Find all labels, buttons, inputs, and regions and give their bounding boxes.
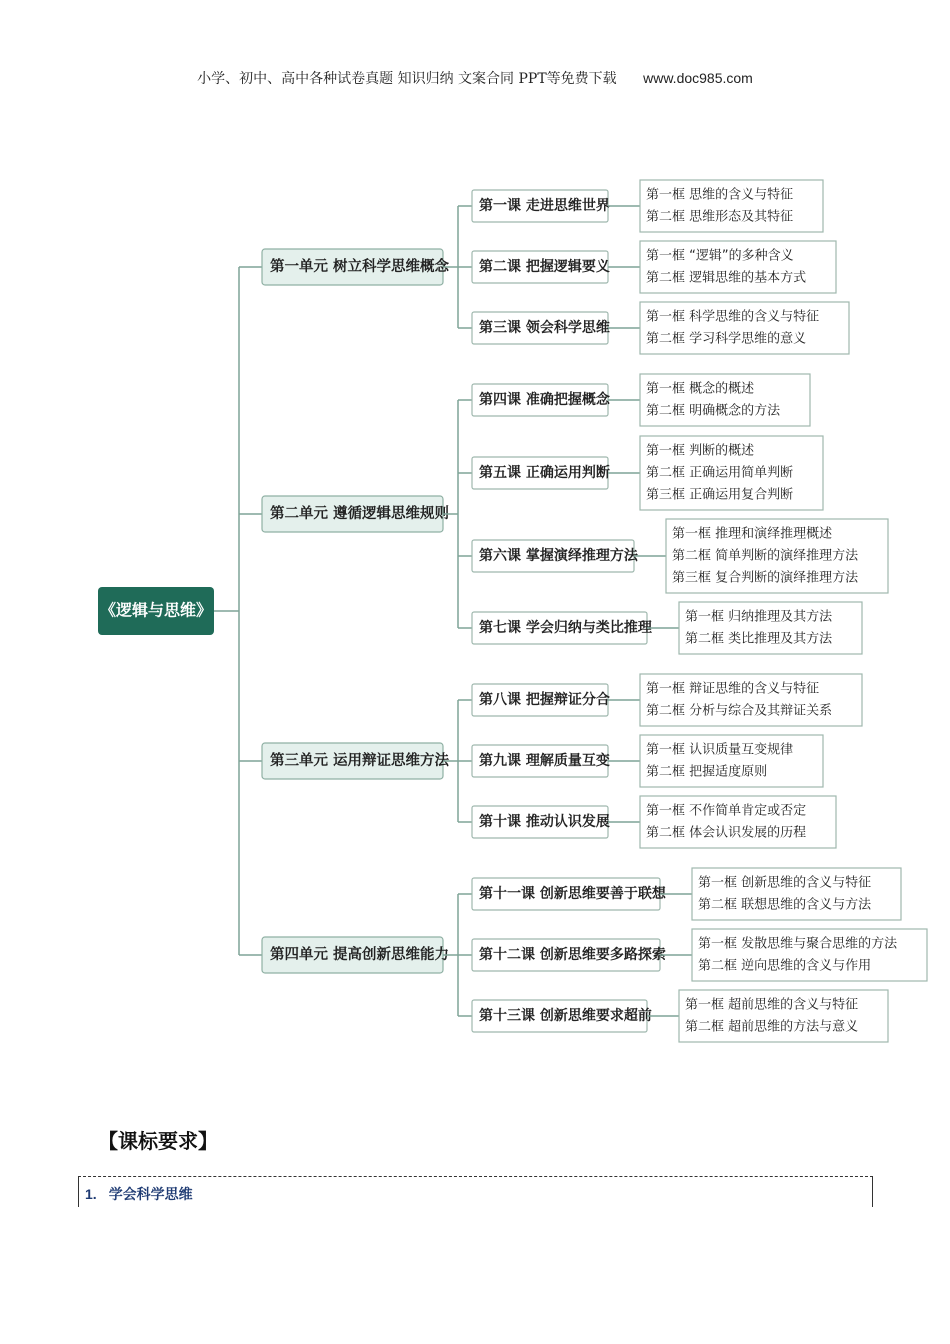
frame-label: 第二框 超前思维的方法与意义 xyxy=(685,1019,859,1035)
frame-label: 第一框 科学思维的含义与特征 xyxy=(646,309,820,325)
lesson-label: 第四课 准确把握概念 xyxy=(479,392,610,408)
requirement-box xyxy=(78,1176,873,1207)
requirement-number: 1. xyxy=(85,1186,97,1202)
lesson-label: 第十一课 创新思维要善于联想 xyxy=(479,886,666,902)
lesson-label: 第十二课 创新思维要多路探索 xyxy=(479,947,666,963)
lesson-label: 第一课 走进思维世界 xyxy=(479,198,610,214)
frame-label: 第一框 “逻辑”的多种含义 xyxy=(646,248,794,264)
frame-label: 第一框 发散思维与聚合思维的方法 xyxy=(698,936,898,952)
frame-label: 第二框 思维形态及其特征 xyxy=(646,209,794,225)
lesson-label: 第九课 理解质量互变 xyxy=(479,753,610,769)
frame-label: 第二框 学习科学思维的意义 xyxy=(646,331,807,347)
frame-label: 第二框 正确运用简单判断 xyxy=(646,465,794,481)
frame-label: 第一框 概念的概述 xyxy=(646,381,755,397)
lesson-label: 第三课 领会科学思维 xyxy=(479,320,610,336)
frame-label: 第二框 联想思维的含义与方法 xyxy=(698,897,872,913)
lesson-label: 第五课 正确运用判断 xyxy=(479,465,610,481)
frame-label: 第二框 逻辑思维的基本方式 xyxy=(646,270,807,286)
frame-label: 第二框 明确概念的方法 xyxy=(646,403,781,419)
frame-label: 第一框 超前思维的含义与特征 xyxy=(685,997,859,1013)
frame-label: 第一框 思维的含义与特征 xyxy=(646,187,794,203)
lesson-label: 第十三课 创新思维要求超前 xyxy=(479,1008,652,1024)
lesson-label: 第二课 把握逻辑要义 xyxy=(479,259,610,275)
unit-label: 第二单元 遵循逻辑思维规则 xyxy=(270,506,450,522)
frame-label: 第一框 认识质量互变规律 xyxy=(646,742,794,758)
requirement-item xyxy=(85,1184,193,1204)
frame-label: 第一框 不作简单肯定或否定 xyxy=(646,803,807,819)
frame-label: 第一框 创新思维的含义与特征 xyxy=(698,875,872,891)
frame-label: 第二框 类比推理及其方法 xyxy=(685,631,833,647)
frame-label: 第二框 体会认识发展的历程 xyxy=(646,825,807,841)
frame-label: 第一框 推理和演绎推理概述 xyxy=(672,526,833,542)
frame-label: 第三框 正确运用复合判断 xyxy=(646,487,794,503)
frame-label: 第一框 判断的概述 xyxy=(646,443,755,459)
lesson-label: 第七课 学会归纳与类比推理 xyxy=(479,620,652,636)
lesson-label: 第十课 推动认识发展 xyxy=(479,814,610,830)
frame-label: 第二框 分析与综合及其辩证关系 xyxy=(646,703,833,719)
frame-label: 第一框 辩证思维的含义与特征 xyxy=(646,681,820,697)
unit-label: 第三单元 运用辩证思维方法 xyxy=(270,753,450,769)
frame-label: 第二框 简单判断的演绎推理方法 xyxy=(672,548,859,564)
frame-label: 第二框 逆向思维的含义与作用 xyxy=(698,958,872,974)
lesson-label: 第八课 把握辩证分合 xyxy=(479,692,610,708)
unit-label: 第一单元 树立科学思维概念 xyxy=(270,259,450,275)
root-label: 《逻辑与思维》 xyxy=(99,600,213,620)
frame-label: 第三框 复合判断的演绎推理方法 xyxy=(672,570,859,586)
requirement-text: 学会科学思维 xyxy=(108,1187,193,1203)
frame-label: 第二框 把握适度原则 xyxy=(646,764,768,780)
frame-label: 第一框 归纳推理及其方法 xyxy=(685,609,833,625)
unit-label: 第四单元 提高创新思维能力 xyxy=(270,947,450,963)
header-text: 小学、初中、高中各种试卷真题 知识归纳 文案合同 PPT等免费下载 xyxy=(197,71,617,87)
header-site: www.doc985.com xyxy=(643,70,753,86)
lesson-label: 第六课 掌握演绎推理方法 xyxy=(479,548,638,564)
section-title: 【课标要求】 xyxy=(98,1129,218,1153)
